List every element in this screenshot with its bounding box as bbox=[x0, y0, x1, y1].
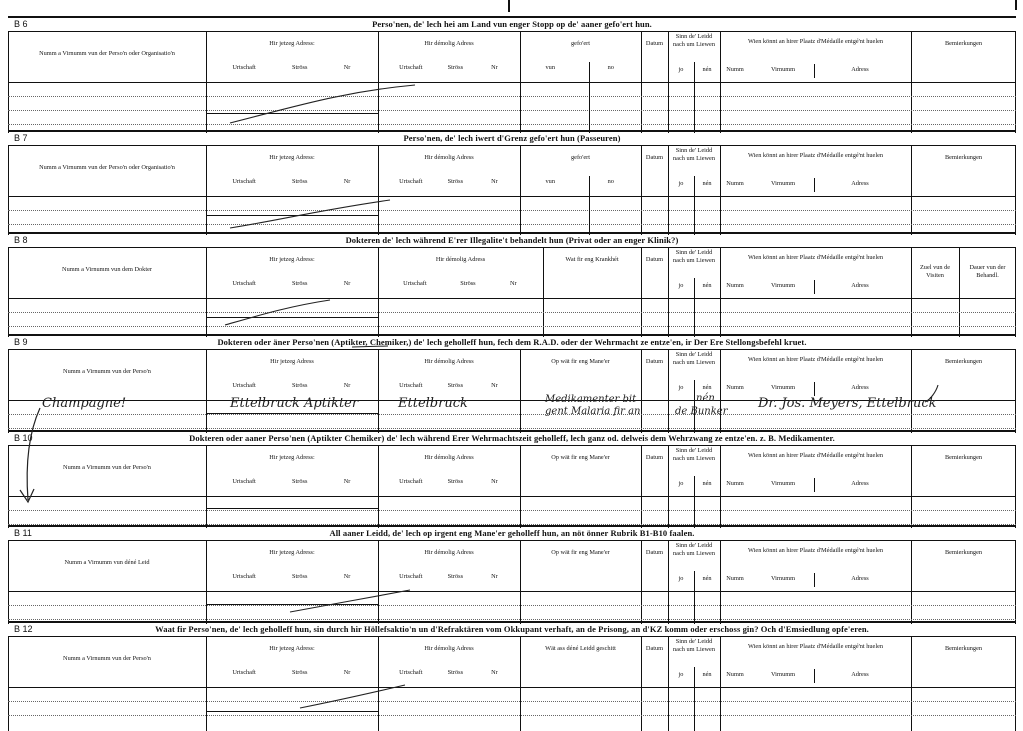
col-manner: Op wät fir eng Mane'er bbox=[551, 454, 610, 461]
sub-urtschaft: Urtschaft bbox=[399, 382, 423, 389]
sub-urtschaft: Urtschaft bbox=[232, 382, 256, 389]
col-former-address: Hir démolig Adress bbox=[424, 40, 474, 47]
col-former-address: Hir démolig Adress bbox=[435, 256, 486, 263]
col-current-address: Hir jetzeg Adress: bbox=[269, 645, 315, 652]
col-visits: Zuel vun de Visiten bbox=[919, 264, 951, 279]
col-manner: Op wät fir eng Mane'er bbox=[551, 549, 610, 556]
sub-no: nén bbox=[702, 671, 712, 678]
col-still-alive: Sinn de' Leidd nach um Liewen bbox=[673, 638, 715, 653]
sub-urtschaft: Urtschaft bbox=[232, 669, 256, 676]
section-code: B 11 bbox=[14, 528, 32, 538]
sub-nr: Nr bbox=[343, 573, 351, 580]
col-name-person: Numm a Virnumm vun déné Leid bbox=[64, 559, 150, 566]
sub-stross: Ströss bbox=[292, 64, 308, 71]
sub-stross: Ströss bbox=[460, 280, 476, 287]
sub-yes: jo bbox=[678, 671, 684, 678]
col-former-address: Hir démolig Adress bbox=[424, 154, 474, 161]
sub-medal-name: Numm bbox=[726, 575, 744, 582]
col-current-address: Hir jetzeg Adress: bbox=[269, 454, 315, 461]
sub-no: nén bbox=[702, 384, 712, 391]
col-name-person: Numm a Virnumm vun der Perso'n oder Organisatio'n bbox=[39, 164, 175, 171]
col-name-person: Numm a Virnumm vun der Perso'n bbox=[63, 655, 151, 662]
sub-medal-firstname: Virnumm bbox=[770, 575, 796, 582]
col-former-address: Hir démolig Adress bbox=[424, 454, 474, 461]
sub-medal-address: Adress bbox=[851, 282, 869, 289]
sub-urtschaft: Urtschaft bbox=[232, 573, 256, 580]
sub-stross: Ströss bbox=[447, 669, 464, 676]
sub-medal-firstname: Virnumm bbox=[770, 66, 796, 73]
col-current-address: Hir jetzeg Adress: bbox=[269, 256, 315, 263]
sub-urtschaft: Urtschaft bbox=[232, 178, 256, 185]
col-name-person: Numm a Virnumm vun der Perso'n oder Organisatio'n bbox=[39, 50, 175, 57]
sub-nr: Nr bbox=[343, 382, 351, 389]
handwritten-manner-line1: Medikamenter bit bbox=[545, 394, 637, 405]
sub-medal-firstname: Virnumm bbox=[770, 671, 796, 678]
handwritten-former-address: Ettelbruck bbox=[398, 396, 468, 411]
sub-urtschaft: Urtschaft bbox=[399, 64, 423, 71]
sub-stross: Ströss bbox=[447, 64, 464, 71]
col-name-person: Numm a Virnumm vun dem Dokter bbox=[62, 266, 152, 273]
handwritten-alive-no: nén bbox=[696, 393, 715, 404]
sub-medal-firstname: Virnumm bbox=[770, 480, 796, 487]
sub-urtschaft: Urtschaft bbox=[232, 280, 256, 287]
section-title: Dokteren oder aaner Perso'nen (Aptikter Chemiker) de' lech während Erer Wehrmachtszeit geholleff, lech ganz od. delweis dem Wehrzwang ze entze'en. z. B. Medikamenter. bbox=[189, 433, 835, 443]
sub-nr: Nr bbox=[343, 669, 351, 676]
sub-stross: Ströss bbox=[447, 573, 464, 580]
sub-stross: Ströss bbox=[447, 178, 464, 185]
col-remarks: Bemierkungen bbox=[944, 358, 983, 365]
sub-stross: Ströss bbox=[292, 280, 308, 287]
sub-medal-address: Adress bbox=[851, 384, 869, 391]
arrow-stroke-b9-b10 bbox=[27, 408, 40, 500]
sub-medal-name: Numm bbox=[726, 282, 744, 289]
sub-medal-name: Numm bbox=[726, 180, 744, 187]
col-date: Datum bbox=[645, 358, 664, 365]
col-manner: Op wät fir eng Mane'er bbox=[551, 358, 610, 365]
col-remarks: Bemierkungen bbox=[944, 40, 983, 47]
handwritten-name: Champagne! bbox=[42, 396, 127, 411]
section-title: Dokteren de' lech während E'rer Illegalite't behandelt hun (Privat oder an enger Klinik?) bbox=[345, 235, 679, 245]
col-former-address: Hir démolig Adress bbox=[424, 549, 474, 556]
sub-from: vun bbox=[545, 178, 555, 185]
col-still-alive: Sinn de' Leidd nach um Liewen bbox=[673, 351, 715, 366]
sub-nr: Nr bbox=[491, 478, 498, 485]
strike-line-b8 bbox=[225, 300, 330, 325]
section-code: B 8 bbox=[14, 235, 28, 245]
sub-yes: jo bbox=[678, 575, 684, 582]
col-still-alive: Sinn de' Leidd nach um Liewen bbox=[673, 542, 715, 557]
sub-urtschaft: Urtschaft bbox=[232, 478, 256, 485]
sub-yes: jo bbox=[678, 480, 684, 487]
col-still-alive: Sinn de' Leidd nach um Liewen bbox=[673, 33, 715, 48]
col-date: Datum bbox=[645, 40, 664, 47]
sub-to: no bbox=[607, 64, 614, 71]
sub-stross: Ströss bbox=[292, 178, 308, 185]
sub-yes: jo bbox=[678, 180, 684, 187]
sub-medal-name: Numm bbox=[726, 671, 744, 678]
sub-stross: Ströss bbox=[447, 478, 464, 485]
sub-medal-address: Adress bbox=[851, 480, 869, 487]
col-medal-recipient: Wien könnt an hirer Plaatz d'Médaille entgé'nt huelen bbox=[747, 547, 884, 554]
sub-nr: Nr bbox=[491, 382, 498, 389]
strike-line-b6 bbox=[230, 85, 415, 123]
col-manner: Wät ass déné Leidd geschitt bbox=[545, 645, 616, 652]
sub-nr: Nr bbox=[491, 573, 498, 580]
sub-medal-address: Adress bbox=[851, 671, 869, 678]
col-medal-recipient: Wien könnt an hirer Plaatz d'Médaille entgé'nt huelen bbox=[747, 356, 884, 363]
col-medal-recipient: Wien könnt an hirer Plaatz d'Médaille entgé'nt huelen bbox=[747, 254, 884, 261]
col-date: Datum bbox=[645, 154, 664, 161]
col-transported: gefo'ert bbox=[571, 40, 590, 47]
col-treatment-duration: Dauer vun der Behandl. bbox=[969, 264, 1006, 279]
section-title: Perso'nen, de' lech hei am Land vun enger Stopp op de' aaner gefo'ert hun. bbox=[372, 19, 652, 29]
col-medal-recipient: Wien könnt an hirer Plaatz d'Médaille entgé'nt huelen bbox=[747, 643, 884, 650]
col-former-address: Hir démolig Adress bbox=[424, 645, 474, 652]
col-date: Datum bbox=[645, 256, 664, 263]
sub-stross: Ströss bbox=[292, 669, 308, 676]
section-title: Dokteren oder äner Perso'nen (Aptikter, Chemiker,) de' lech geholleff hun, fech dem R.A.D. oder der Wehrmacht ze entze'en, ir Der Ere Stellongsbefehl kruet. bbox=[217, 337, 807, 347]
sub-medal-address: Adress bbox=[851, 575, 869, 582]
col-current-address: Hir jetzeg Adress bbox=[270, 358, 314, 365]
col-manner: Wat fir eng Krankhét bbox=[565, 256, 619, 263]
col-former-address: Hir démolig Adress bbox=[424, 358, 474, 365]
underline-aptikter bbox=[352, 346, 388, 347]
col-still-alive: Sinn de' Leidd nach um Liewen bbox=[673, 249, 715, 264]
section-code: B 9 bbox=[14, 337, 28, 347]
sub-nr: Nr bbox=[343, 478, 351, 485]
sub-stross: Ströss bbox=[292, 478, 308, 485]
sub-medal-name: Numm bbox=[726, 480, 744, 487]
sub-medal-firstname: Virnumm bbox=[770, 180, 796, 187]
sub-urtschaft: Urtschaft bbox=[403, 280, 427, 287]
sub-no: nén bbox=[702, 180, 712, 187]
col-still-alive: Sinn de' Leidd nach um Liewen bbox=[673, 447, 715, 462]
section-title: Waat fir Perso'nen, de' lech geholleff hun, sin durch hir Höllefsaktio'n un d'Refraktären vom Okkupant verhaft, an de Prisong, an d'KZ komm oder erschoss gin? Och d'Emsiedlung opfe'eren. bbox=[155, 624, 869, 634]
col-still-alive: Sinn de' Leidd nach um Liewen bbox=[673, 147, 715, 162]
sub-urtschaft: Urtschaft bbox=[399, 669, 423, 676]
sub-stross: Ströss bbox=[292, 382, 308, 389]
col-date: Datum bbox=[645, 454, 664, 461]
sub-nr: Nr bbox=[509, 280, 517, 287]
col-transported: gefo'ert bbox=[571, 154, 590, 161]
section-title: All aaner Leidd, de' lech op irgent eng Mane'er geholleff hun, an nöt önner Rubrik B1-B10 faalen. bbox=[329, 528, 695, 538]
sub-medal-address: Adress bbox=[851, 180, 869, 187]
section-code: B 6 bbox=[14, 19, 28, 29]
sub-nr: Nr bbox=[343, 178, 351, 185]
col-name-person: Numm a Virnumm vun der Perso'n bbox=[63, 368, 151, 375]
col-remarks: Bemierkungen bbox=[944, 454, 983, 461]
sub-stross: Ströss bbox=[292, 573, 308, 580]
sub-stross: Ströss bbox=[447, 382, 464, 389]
sub-nr: Nr bbox=[491, 178, 498, 185]
section-code: B 12 bbox=[14, 624, 33, 634]
sub-no: nén bbox=[702, 480, 712, 487]
section-code: B 10 bbox=[14, 433, 33, 443]
sub-nr: Nr bbox=[491, 64, 498, 71]
col-remarks: Bemierkungen bbox=[944, 645, 983, 652]
sub-urtschaft: Urtschaft bbox=[399, 178, 423, 185]
sub-yes: jo bbox=[678, 384, 684, 391]
section-code: B 7 bbox=[14, 133, 28, 143]
col-current-address: Hir jetzeg Adress: bbox=[269, 40, 315, 47]
sub-nr: Nr bbox=[343, 64, 351, 71]
sub-urtschaft: Urtschaft bbox=[399, 478, 423, 485]
sub-no: nén bbox=[702, 575, 712, 582]
sub-medal-firstname: Virnumm bbox=[770, 384, 796, 391]
sub-to: no bbox=[607, 178, 614, 185]
col-medal-recipient: Wien könnt an hirer Plaatz d'Médaille entgé'nt huelen bbox=[747, 452, 884, 459]
sub-no: nén bbox=[702, 282, 712, 289]
col-remarks: Bemierkungen bbox=[944, 549, 983, 556]
sub-medal-name: Numm bbox=[726, 384, 744, 391]
handwritten-medal-recipient: Dr. Jos. Meyers, Ettelbruck bbox=[758, 396, 937, 411]
sub-nr: Nr bbox=[343, 280, 351, 287]
strike-line-b12 bbox=[300, 685, 405, 708]
col-medal-recipient: Wien könnt an hirer Plaatz d'Médaille entgé'nt huelen bbox=[747, 38, 884, 45]
sub-medal-name: Numm bbox=[726, 66, 744, 73]
col-current-address: Hir jetzeg Adress: bbox=[269, 154, 315, 161]
col-name-person: Numm a Virnumm vun der Perso'n bbox=[63, 464, 151, 471]
sub-nr: Nr bbox=[491, 669, 498, 676]
sub-yes: jo bbox=[678, 282, 684, 289]
handwritten-current-address: Ettelbruck Aptikter bbox=[230, 396, 359, 411]
sub-urtschaft: Urtschaft bbox=[232, 64, 256, 71]
strike-line-b7 bbox=[230, 200, 390, 228]
sub-urtschaft: Urtschaft bbox=[399, 573, 423, 580]
col-medal-recipient: Wien könnt an hirer Plaatz d'Médaille entgé'nt huelen bbox=[747, 152, 884, 159]
col-current-address: Hir jetzeg Adress: bbox=[269, 549, 315, 556]
col-date: Datum bbox=[645, 645, 664, 652]
sub-medal-address: Adress bbox=[851, 66, 869, 73]
handwritten-manner-line3: de Bunker bbox=[675, 406, 728, 417]
sub-medal-firstname: Virnumm bbox=[770, 282, 796, 289]
strike-line-b11 bbox=[290, 590, 410, 612]
sub-from: vun bbox=[545, 64, 555, 71]
col-remarks: Bemierkungen bbox=[944, 154, 983, 161]
section-title: Perso'nen, de' lech iwert d'Grenz gefo'ert hun (Passeuren) bbox=[403, 133, 621, 143]
sub-yes: jo bbox=[678, 66, 684, 73]
col-date: Datum bbox=[645, 549, 664, 556]
handwritten-manner-line2: gent Malaria fir an bbox=[545, 406, 641, 417]
sub-no: nén bbox=[702, 66, 712, 73]
